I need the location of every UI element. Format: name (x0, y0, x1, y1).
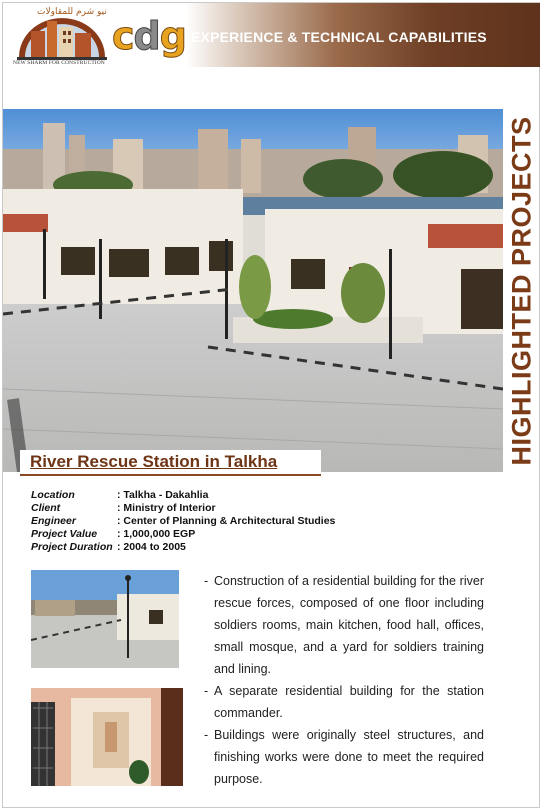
project-description (204, 570, 484, 790)
cdg-brand-mark (112, 14, 186, 58)
detail-row-engineer (31, 515, 335, 528)
logo-arabic-text: نيو شرم للمقاولات (37, 7, 107, 17)
main-project-photo (3, 109, 503, 472)
side-title (504, 109, 540, 472)
logo-caption: NEW SHARM FOR CONSTRUCTION (13, 60, 105, 66)
interior-thumbnail-photo (31, 688, 183, 786)
interior-corridor-photo (31, 688, 183, 786)
description-bullet: - Construction of a residential building for the river rescue forces, composed of one floor including soldiers rooms, main kitchen, food hall, offices, small mosque, and a yard for soldiers training and lining. (204, 570, 484, 680)
project-title: River Rescue Station in Talkha (30, 452, 278, 471)
river-rescue-station-photo (3, 109, 503, 472)
company-logo (13, 7, 111, 67)
brand-letter-d: d (133, 14, 160, 58)
detail-label: Engineer (31, 515, 76, 527)
detail-row-project-value (31, 528, 335, 541)
detail-value: : 1,000,000 EGP (117, 528, 196, 540)
exterior-thumbnail-photo (31, 570, 179, 668)
project-title-banner (20, 450, 321, 476)
detail-value: : Talkha - Dakahlia (117, 489, 209, 501)
detail-value: : Ministry of Interior (117, 502, 216, 514)
description-bullet: - A separate residential building for the station commander. (204, 680, 484, 724)
detail-value: : Center of Planning & Architectural Studies (117, 515, 336, 527)
detail-label: Location (31, 489, 75, 501)
detail-label: Project Value (31, 528, 98, 540)
highlighted-projects-label: HIGHLIGHTED PROJECTS (506, 116, 537, 466)
detail-row-client (31, 502, 335, 515)
project-details (31, 489, 335, 554)
header-banner (3, 3, 540, 67)
exterior-photo (31, 570, 179, 668)
detail-value: : 2004 to 2005 (117, 541, 186, 553)
brand-letter-g: g (159, 14, 186, 58)
detail-row-location (31, 489, 335, 502)
detail-label: Client (31, 502, 61, 514)
detail-row-project-duration (31, 541, 335, 554)
header-title: EXPERIENCE & TECHNICAL CAPABILITIES (191, 29, 487, 45)
brand-letter-c: c (112, 14, 134, 58)
description-bullet: - Buildings were originally steel structures, and finishing works were done to meet the required purpose. (204, 724, 484, 790)
detail-label: Project Duration (31, 541, 113, 553)
